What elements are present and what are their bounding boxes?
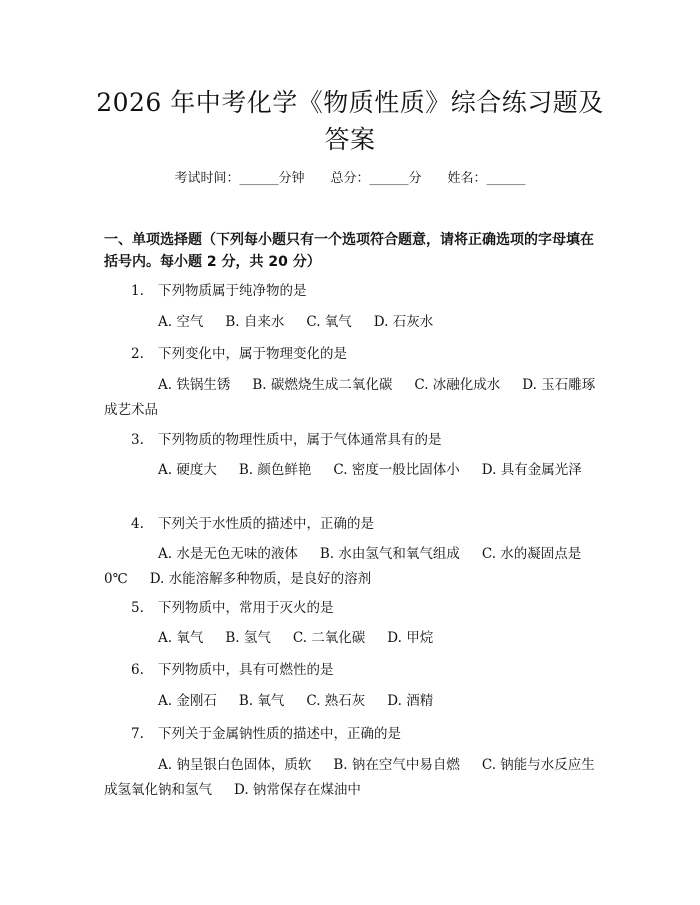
document-title — [80, 84, 620, 158]
question-5 — [131, 598, 334, 618]
question-text: 下列物质中，具有可燃性的是 — [158, 662, 334, 678]
question-5-options — [104, 626, 599, 651]
option-b: B. 氢气 — [225, 630, 271, 646]
title-line-1: 2026 年中考化学《物质性质》综合练习题及 — [96, 88, 604, 117]
option-a: A. 氧气 — [158, 630, 204, 646]
question-number: 3. — [131, 432, 144, 448]
question-1 — [131, 281, 307, 301]
question-number: 5. — [131, 600, 144, 616]
question-4 — [131, 514, 374, 534]
question-text: 下列关于金属钠性质的描述中，正确的是 — [158, 726, 401, 742]
exam-time-field: 考试时间：______分钟 — [174, 171, 305, 186]
title-line-2: 答案 — [324, 125, 376, 154]
option-d: D. 钠常保存在煤油中 — [234, 782, 361, 798]
question-number: 7. — [131, 726, 144, 742]
student-name-field: 姓名：______ — [447, 171, 526, 186]
option-a: A. 金刚石 — [158, 693, 217, 709]
option-b: B. 水由氢气和氧气组成 — [319, 546, 460, 562]
question-7-options — [104, 753, 599, 803]
option-c: C. 水的凝固点是 0℃ — [104, 546, 582, 587]
question-1-options — [104, 310, 599, 335]
question-2 — [131, 344, 347, 364]
option-a: A. 空气 — [158, 314, 204, 330]
option-d: D. 石灰水 — [373, 314, 434, 330]
question-number: 1. — [131, 283, 144, 299]
question-6 — [131, 660, 334, 680]
option-c: C. 熟石灰 — [306, 693, 366, 709]
option-d: D. 水能溶解多种物质，是良好的溶剂 — [149, 571, 372, 587]
question-3 — [131, 430, 442, 450]
question-2-options — [104, 373, 599, 423]
question-6-options — [104, 689, 599, 714]
option-d: D. 玉石雕琢成艺术品 — [104, 377, 596, 418]
option-d: D. 甲烷 — [387, 630, 434, 646]
option-b: B. 氧气 — [238, 693, 285, 709]
question-number: 4. — [131, 516, 144, 532]
option-a: A. 水是无色无味的液体 — [158, 546, 298, 562]
option-a: A. 硬度大 — [158, 462, 217, 478]
question-text: 下列物质属于纯净物的是 — [158, 283, 307, 299]
question-number: 2. — [131, 346, 144, 362]
question-4-options — [104, 542, 599, 592]
section-heading: 一、单项选择题（下列每小题只有一个选项符合题意，请将正确选项的字母填在括号内。每小题 2 分，共 20 分） — [104, 232, 594, 270]
option-d: D. 酒精 — [387, 693, 434, 709]
question-3-options — [104, 458, 599, 483]
option-a: A. 钠呈银白色固体，质软 — [158, 757, 312, 773]
question-7 — [131, 724, 401, 744]
exam-info-line — [0, 169, 700, 189]
option-c: C. 密度一般比固体小 — [333, 462, 460, 478]
question-text: 下列物质中，常用于灭火的是 — [158, 600, 334, 616]
option-a: A. 铁锅生锈 — [158, 377, 231, 393]
question-text: 下列关于水性质的描述中，正确的是 — [158, 516, 374, 532]
option-d: D. 具有金属光泽 — [481, 462, 582, 478]
option-c: C. 冰融化成水 — [414, 377, 501, 393]
option-b: B. 颜色鲜艳 — [238, 462, 312, 478]
question-number: 6. — [131, 662, 144, 678]
option-c: C. 二氧化碳 — [292, 630, 366, 646]
option-b: B. 钠在空气中易自燃 — [333, 757, 460, 773]
question-text: 下列变化中，属于物理变化的是 — [158, 346, 347, 362]
option-c: C. 氧气 — [306, 314, 352, 330]
total-score-field: 总分：______分 — [330, 171, 422, 186]
option-c: C. 钠能与水反应生成氢氧化钠和氢气 — [104, 757, 595, 798]
option-b: B. 自来水 — [225, 314, 285, 330]
option-b: B. 碳燃烧生成二氧化碳 — [252, 377, 393, 393]
question-text: 下列物质的物理性质中，属于气体通常具有的是 — [158, 432, 442, 448]
